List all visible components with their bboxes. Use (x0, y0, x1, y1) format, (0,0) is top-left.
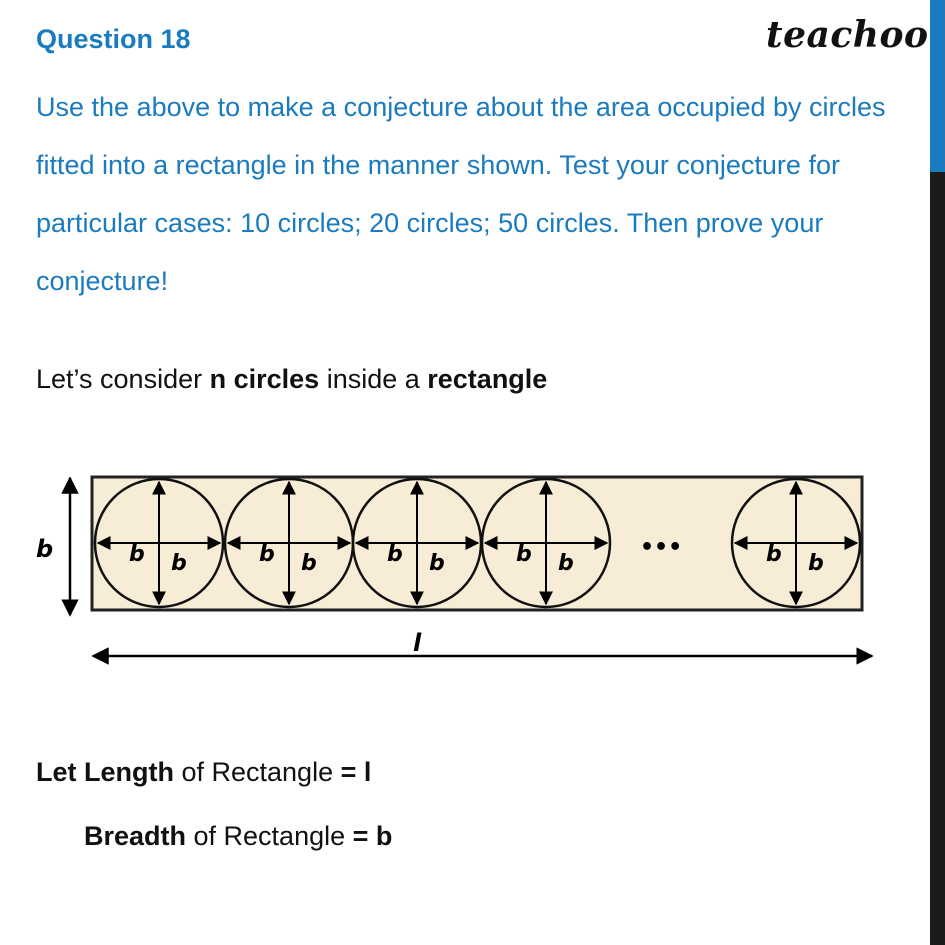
horizontal-diameter-label-5: b (766, 542, 782, 567)
breadth-definition (84, 821, 392, 852)
breadth-term: Breadth (84, 821, 187, 851)
circles-in-rectangle-diagram (0, 460, 930, 680)
scroll-thumb (930, 0, 945, 172)
teachoo-logo: teachoo (766, 14, 929, 56)
vertical-diameter-label-5: b (808, 551, 824, 576)
breadth-mid: of Rectangle (186, 821, 353, 851)
consider-rectangle: rectangle (427, 364, 548, 394)
ellipsis: ••• (640, 535, 683, 560)
horizontal-diameter-label-3: b (387, 542, 403, 567)
horizontal-diameter-label-4: b (516, 542, 532, 567)
breadth-value: = b (352, 821, 393, 851)
question-title: Question 18 (36, 24, 191, 54)
consider-n-circles: n circles (209, 364, 320, 394)
consider-middle: inside a (319, 364, 428, 394)
vertical-diameter-label-3: b (429, 551, 445, 576)
question-text: Use the above to make a conjecture about the area occupied by circles fitted into a rectangle in the manner shown. Test your conjecture for particular cases: 10 circles; 20 circles; 50 circles. Then prove your conjecture! (36, 92, 886, 296)
side-scroll-bar (930, 0, 945, 945)
consider-prefix: Let’s consider (36, 364, 210, 394)
vertical-diameter-label-4: b (558, 551, 574, 576)
consider-statement (36, 364, 547, 395)
vertical-diameter-label-1: b (171, 551, 187, 576)
length-definition (36, 757, 371, 788)
horizontal-diameter-label-1: b (129, 542, 145, 567)
length-label: l (413, 629, 422, 657)
length-term: Let Length (36, 757, 174, 787)
length-value: = l (340, 757, 372, 787)
length-mid: of Rectangle (173, 757, 341, 787)
horizontal-diameter-label-2: b (259, 542, 275, 567)
breadth-label: b (36, 535, 54, 563)
vertical-diameter-label-2: b (301, 551, 317, 576)
